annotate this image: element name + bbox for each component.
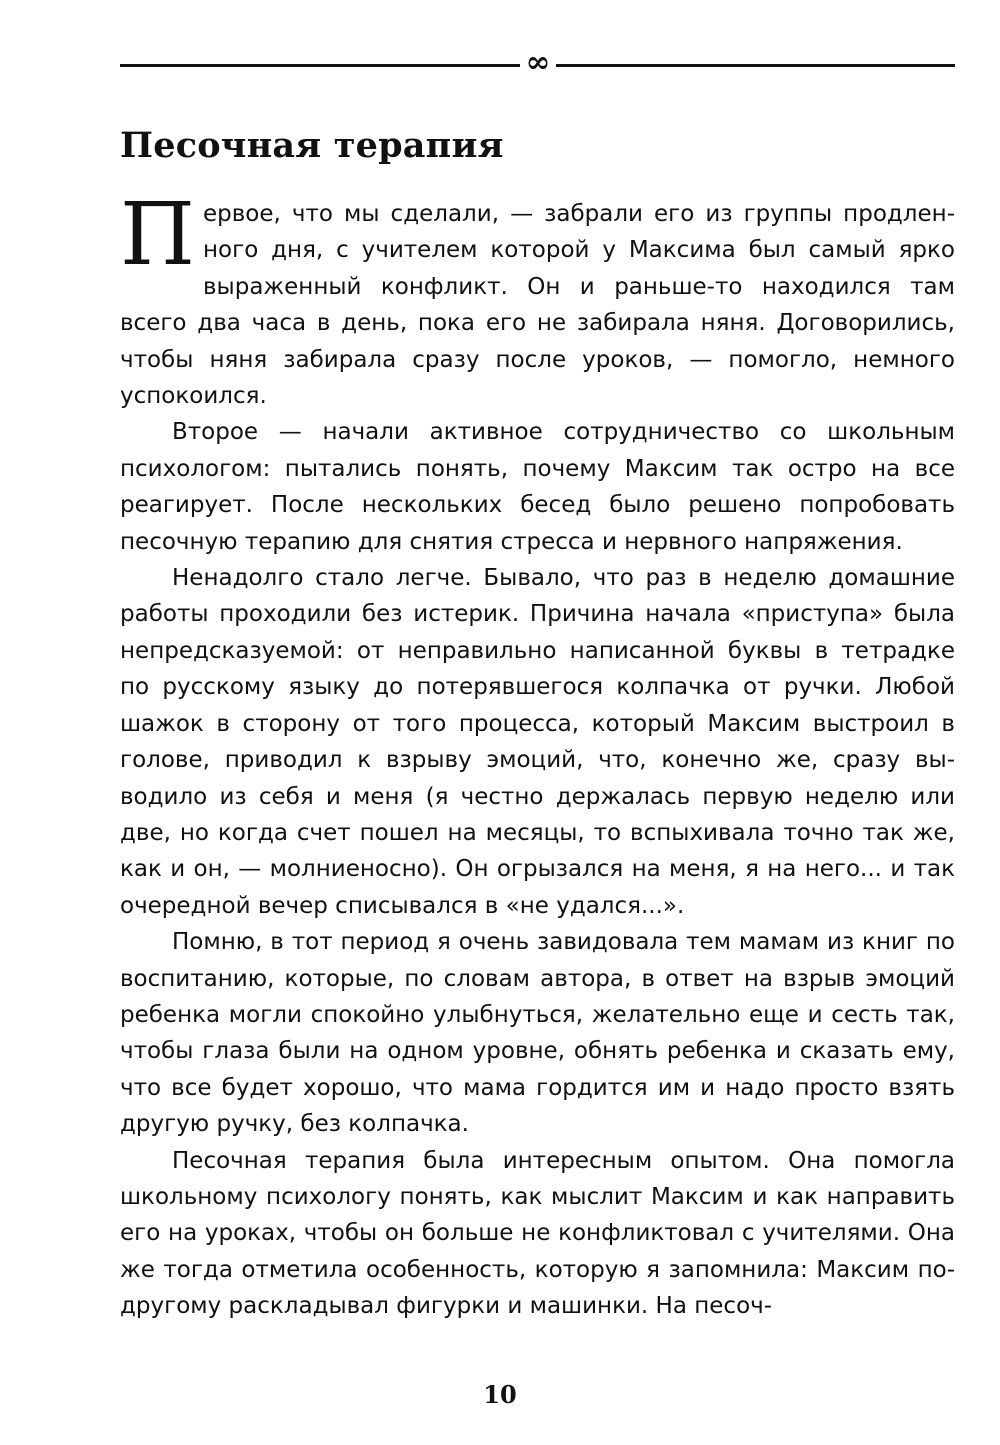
ornament-rule-right <box>556 64 955 67</box>
page-number: 10 <box>483 1380 517 1409</box>
paragraph-2: Второе — начали активное сотрудничество со школьным психологом: пытались понять, почему Максим так остро на все реагирует. После нескольких бесед было решено попробовать песочную терапию для снятия стресса и нервного напряжения. <box>120 419 955 555</box>
ornament-rule-left <box>120 64 520 67</box>
drop-cap: П <box>120 185 195 285</box>
body-text <box>120 185 955 1325</box>
chapter-title: Песочная терапия <box>120 125 504 166</box>
header-ornament <box>120 45 955 80</box>
paragraph-5: Песочная терапия была интересным опытом. Она помогла школьному психологу понять, как мыслит Максим и как направить его на уроках, чтобы он больше не конфликтовал с учителями. Она же тогда отметила особенность, которую я запомнила: Максим по-другому раскладывал фигурки и машинки. На песоч- <box>120 1147 955 1320</box>
paragraph-3: Ненадолго стало легче. Бывало, что раз в неделю домашние работы проходили без истерик. Причина начала «приступа» была непредсказуемой: от неправильно написанной буквы в тетрадке по русскому языку до потерявшегося колпачка от ручки. Любой шажок в сторону от того процесса, который Максим выстроил в голове, приводил к взрыву эмоций, что, конечно же, сразу выводило из себя и меня (я честно держалась первую неделю или две, но когда счет пошел на месяцы, то вспыхивала точно так же, как и он, — молниеносно). Он огрызался на меня, я на него... и так очередной вечер списывался в «не удался...». <box>120 565 955 919</box>
paragraph-1-text: ервое, что мы сделали, — забрали его из группы продленного дня, с учителем которой у Максима был самый ярко выраженный конфликт. Он и раньше-то находился там всего два часа в день, пока его не забирала няня. Договорились, чтобы няня забирала сразу после уроков, — помогло, немного успокоился. <box>120 201 955 410</box>
paragraph-4: Помню, в тот период я очень завидовала тем мамам из книг по воспитанию, которые, по словам автора, в ответ на взрыв эмоций ребенка могли спокойно улыбнуться, желательно еще и сесть так, чтобы глаза были на одном уровне, обнять ребенка и сказать ему, что все будет хорошо, что мама гордится им и надо просто взять другую ручку, без колпачка. <box>120 929 955 1138</box>
infinity-icon: ∞ <box>525 45 551 80</box>
paragraph-1 <box>120 185 955 414</box>
